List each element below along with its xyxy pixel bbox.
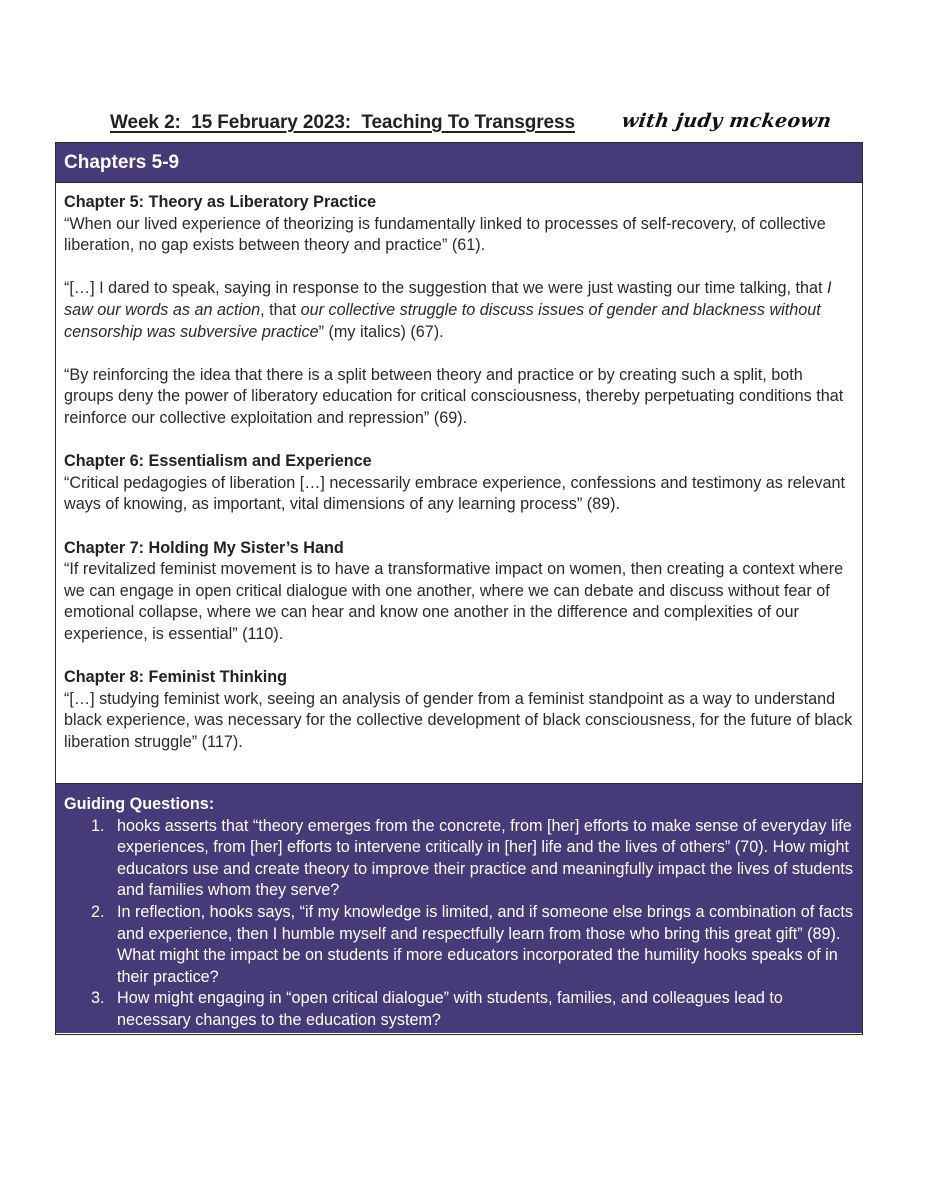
quote-italic-text: I saw our words as an action <box>64 279 832 319</box>
quote-text: , that <box>260 300 301 319</box>
quotes-section <box>56 183 862 784</box>
guiding-questions-title: Guiding Questions: <box>64 795 215 813</box>
question-text: hooks asserts that “theory emerges from the concrete, from [her] efforts to make sense of everyday life experiences, from [her] efforts to intervene critically in [her] life and the lives of others” (70). How might educators use and create theory to improve their practice and meaningfully impact the lives of students and families whom they serve? <box>117 816 854 900</box>
question-item <box>64 988 854 1031</box>
chapter-5-quote-3: “By reinforcing the idea that there is a split between theory and practice or by creating such a split, both groups deny the power of liberatory education for critical consciousness, thereby perpetuating conditions that reinforce our collective exploitation and repression” (69). <box>64 365 844 427</box>
quote-text: “[…] I dared to speak, saying in response to the suggestion that we were just wasting our time talking, that <box>64 279 828 298</box>
question-item <box>64 902 854 988</box>
signature: with judy mckeown <box>620 110 833 132</box>
question-text: In reflection, hooks says, “if my knowledge is limited, and if someone else brings a combination of facts and experience, then I humble myself and respectfully learn from those who bring this great gift” (89). What might the impact be on students if more educators incorporated the humility hooks speaks of in their practice? <box>117 902 853 986</box>
chapter-7-quote-1: “If revitalized feminist movement is to have a transformative impact on women, then creating a context where we can engage in open critical dialogue with one another, where we can debate and discuss without fear of emotional collapse, where we can hear and know one another in the difference and complexities of our experience, is essential” (110). <box>64 560 844 643</box>
chapter-5-title: Chapter 5: Theory as Liberatory Practice <box>64 193 377 211</box>
content-box <box>55 142 863 1035</box>
chapter-8-title: Chapter 8: Feminist Thinking <box>64 668 288 687</box>
page-header <box>0 106 927 146</box>
chapter-5-quote-1: “When our lived experience of theorizing is fundamentally linked to processes of self-recovery, of collective liberation, no gap exists between theory and practice” (61). <box>64 214 826 255</box>
quote-italic-text: our collective struggle to discuss issues of gender and blackness without censorship was subversive practice <box>64 300 821 341</box>
chapter-8-quote-1: “[…] studying feminist work, seeing an analysis of gender from a feminist standpoint as a way to understand black experience, was necessary for the collective development of black consciousness, for the future of black liberation struggle” (117). <box>64 689 853 751</box>
chapter-6-title: Chapter 6: Essentialism and Experience <box>64 452 372 471</box>
question-number: 1. <box>91 816 105 835</box>
chapter-7-title: Chapter 7: Holding My Sister’s Hand <box>64 538 344 557</box>
chapter-5-quote-2 <box>64 278 854 343</box>
page-title: Week 2: 15 February 2023: Teaching To Transgress <box>110 112 575 133</box>
question-number: 2. <box>91 902 105 921</box>
quote-text: ” (my italics) (67). <box>318 322 444 341</box>
question-item <box>64 816 854 902</box>
section-heading: Chapters 5-9 <box>56 143 862 183</box>
guiding-questions-section <box>56 784 862 1033</box>
question-number: 3. <box>91 989 105 1008</box>
question-text: How might engaging in “open critical dialogue” with students, families, and colleagues lead to necessary changes to the education system? <box>117 989 783 1029</box>
guiding-questions-list <box>64 816 854 1032</box>
chapter-6-quote-1: “Critical pedagogies of liberation […] necessarily embrace experience, confessions and testimony as relevant ways of knowing, as important, vital dimensions of any learning process” (89). <box>64 473 845 514</box>
